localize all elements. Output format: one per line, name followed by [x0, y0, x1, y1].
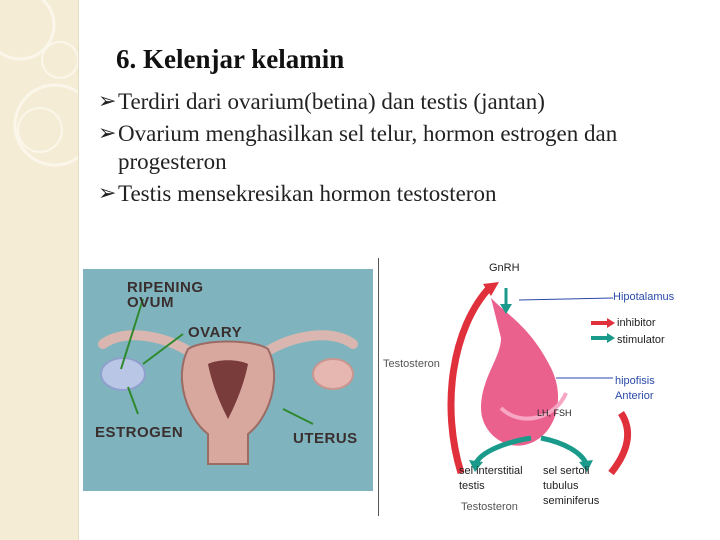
- female-reproductive-figure: [83, 269, 373, 491]
- label-testosteron-left: Testosteron: [383, 358, 440, 370]
- label-ovary: OVARY: [188, 324, 243, 341]
- bullet-text: Testis mensekresikan hormon testosteron: [118, 181, 497, 206]
- label-ovum: OVUM: [127, 294, 174, 311]
- label-stimulator: stimulator: [617, 334, 665, 346]
- arrow-bullet-icon: ➢: [98, 89, 117, 114]
- label-hipotalamus: Hipotalamus: [613, 291, 675, 303]
- label-uterus: UTERUS: [293, 430, 358, 447]
- bullet-text: Terdiri dari ovarium(betina) dan testis (jantan): [118, 89, 545, 114]
- figure-divider: [378, 258, 379, 516]
- male-hormone-figure: [381, 258, 690, 516]
- label-seminiferus: seminiferus: [543, 495, 600, 507]
- bullet-item: [98, 180, 698, 208]
- arrow-bullet-icon: ➢: [98, 121, 117, 146]
- label-sel-interstitial: sel interstitial: [459, 465, 523, 477]
- label-estrogen: ESTROGEN: [95, 424, 184, 441]
- label-gnrh: GnRH: [489, 262, 520, 274]
- label-testis: testis: [459, 480, 485, 492]
- label-sel-sertoli: sel sertoli: [543, 465, 590, 477]
- bullet-item: [98, 88, 698, 116]
- bullet-text: Ovarium menghasilkan sel telur, hormon estrogen dan progesteron: [118, 121, 618, 174]
- label-testosteron-bottom: Testosteron: [461, 501, 518, 513]
- label-ripening: RIPENING: [127, 279, 204, 296]
- decorative-circles: [0, 0, 78, 540]
- slide-title: 6. Kelenjar kelamin: [116, 44, 345, 74]
- label-inhibitor: inhibitor: [617, 317, 656, 329]
- bullet-list: [98, 88, 698, 212]
- decorative-side-strip: [0, 0, 79, 540]
- bullet-item: [98, 120, 698, 176]
- arrow-bullet-icon: ➢: [98, 181, 117, 206]
- label-tubulus: tubulus: [543, 480, 579, 492]
- label-hipofisis: hipofisis: [615, 375, 655, 387]
- label-anterior: Anterior: [615, 390, 654, 402]
- label-lh-fsh: LH, FSH: [537, 408, 572, 418]
